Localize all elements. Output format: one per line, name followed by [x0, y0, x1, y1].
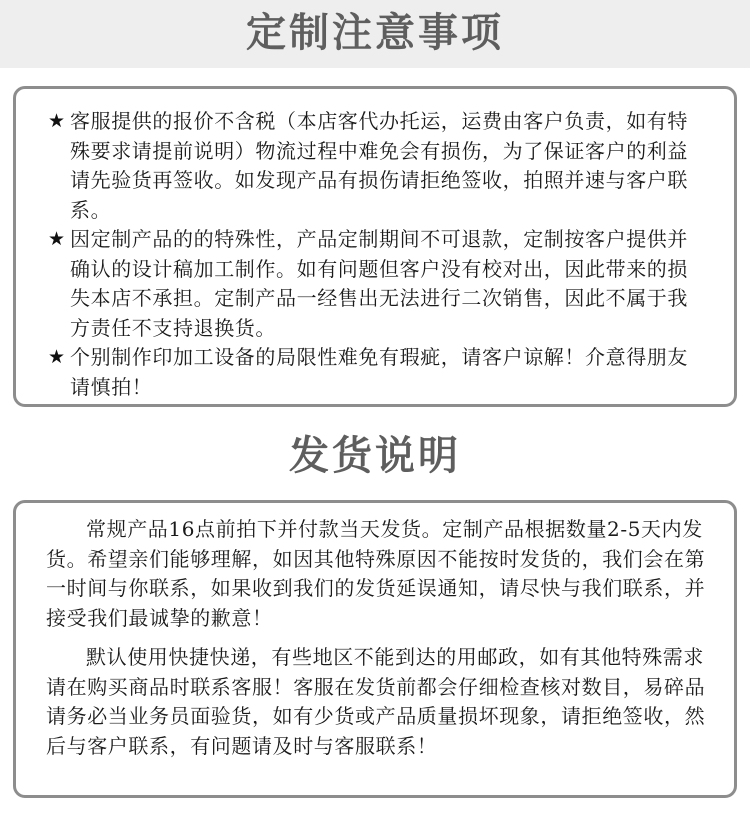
notice-text: 因定制产品的的特殊性，产品定制期间不可退款，定制按客户提供并确认的设计稿加工制作。如有问题但客户没有校对出，因此带来的损失本店不承担。定制产品一经售出无法进行二次销售，因此不属于我方责任不支持退换货。	[70, 227, 688, 340]
shipping-content	[46, 515, 711, 761]
notice-item	[48, 343, 704, 402]
star-icon: ★	[48, 110, 66, 132]
notice-item	[48, 107, 704, 225]
notice-text: 客服提供的报价不含税（本店客代办托运，运费由客户负责，如有特殊要求请提前说明）物流过程中难免会有损伤，为了保证客户的利益请先验货再签收。如发现产品有损伤请拒绝签收，拍照并速与客户联系。	[70, 109, 688, 222]
shipping-paragraph: 默认使用快捷快递，有些地区不能到达的用邮政，如有其他特殊需求请在购买商品时联系客服！客服在发货前都会仔细检查核对数目，易碎品请务必当业务员面验货，如有少货或产品质量损坏现象，请拒绝签收，然后与客户联系，有问题请及时与客服联系！	[46, 645, 706, 758]
star-icon: ★	[48, 228, 66, 250]
notice-text: 个别制作印加工设备的局限性难免有瑕疵，请客户谅解！介意得朋友请慎拍！	[70, 345, 688, 399]
notice-title: 定制注意事项	[246, 9, 504, 56]
notice-list	[48, 107, 704, 402]
shipping-paragraph: 常规产品16点前拍下并付款当天发货。定制产品根据数量2-5天内发货。希望亲们能够理解，如因其他特殊原因不能按时发货的，我们会在第一时间与你联系，如果收到我们的发货延误通知，请尽快与我们联系，并接受我们最诚挚的歉意！	[46, 517, 706, 630]
notice-item	[48, 225, 704, 343]
shipping-box	[13, 500, 737, 798]
star-icon: ★	[48, 346, 66, 368]
shipping-title: 发货说明	[289, 432, 461, 479]
notice-box	[13, 86, 737, 407]
